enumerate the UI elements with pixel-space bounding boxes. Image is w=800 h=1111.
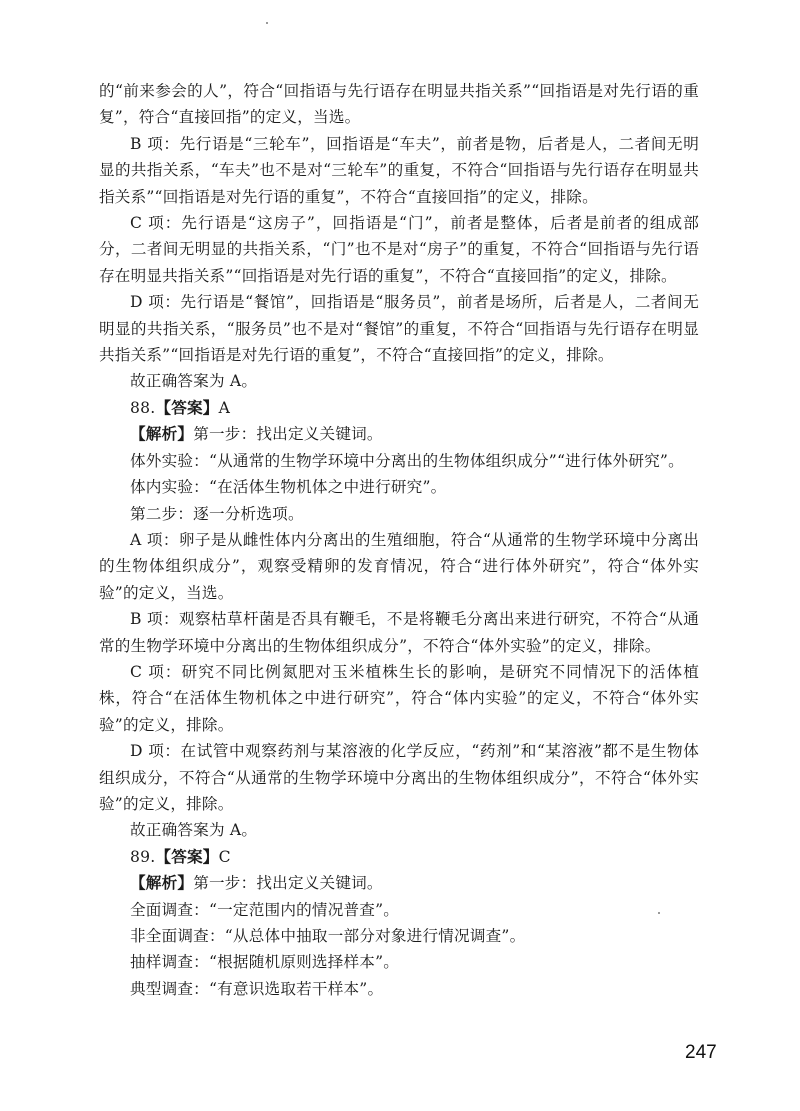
body-text <box>99 78 699 1002</box>
paragraph: 第二步：逐一分析选项。 <box>130 504 304 523</box>
page-number: 247 <box>685 1042 717 1063</box>
analysis-text: 第一步：找出定义关键词。 <box>193 425 383 444</box>
paragraph: 典型调查：“有意识选取若干样本”。 <box>130 979 384 998</box>
paragraph: B 项：观察枯草杆菌是否具有鞭毛，不是将鞭毛分离出来进行研究，不符合“从通常的生物学环境中分离出的生物体组织成分”，不符合“体外实验”的定义，排除。 <box>99 610 699 655</box>
question-number: 89. <box>130 847 156 866</box>
paragraph: C 项：先行语是“这房子”，回指语是“门”，前者是整体，后者是前者的组成部分，二者间无明显的共指关系，“门”也不是对“房子”的重复，不符合“回指语与先行语存在明显共指关系”“回指语是对先行语的重复”，不符合“直接回指”的定义，排除。 <box>99 214 699 285</box>
answer-line <box>99 844 699 870</box>
paragraph: 非全面调查：“从总体中抽取一部分对象进行情况调查”。 <box>130 927 526 945</box>
scan-speck <box>266 22 268 24</box>
paragraph: 抽样调查：“根据随机原则选择样本”。 <box>130 953 400 972</box>
paragraph: B 项：先行语是“三轮车”，回指语是“车夫”，前者是物，后者是人，二者间无明显的共指关系，“车夫”也不是对“三轮车”的重复，不符合“回指语与先行语存在明显共指关系”“回指语是对先行语的重复”，不符合“直接回指”的定义，排除。 <box>99 134 699 206</box>
paragraph: 故正确答案为 A。 <box>130 372 258 391</box>
paragraph: 体内实验：“在活体生物机体之中进行研究”。 <box>130 478 447 497</box>
paragraph: D 项：在试管中观察药剂与某溶液的化学反应，“药剂”和“某溶液”都不是生物体组织成分，不符合“从通常的生物学环境中分离出的生物体组织成分”，不符合“体外实验”的定义，排除。 <box>99 742 699 813</box>
paragraph: 故正确答案为 A。 <box>130 821 258 840</box>
analysis-tag: 【解析】 <box>130 424 194 444</box>
paragraph: C 项：研究不同比例氮肥对玉米植株生长的影响，是研究不同情况下的活体植株，符合“在活体生物机体之中进行研究”，符合“体内实验”的定义，不符合“体外实验”的定义，排除。 <box>99 662 699 734</box>
analysis-tag: 【解析】 <box>130 873 194 893</box>
paragraph: 体外实验：“从通常的生物学环境中分离出的生物体组织成分”“进行体外研究”。 <box>130 451 684 470</box>
question-number: 88. <box>130 398 156 417</box>
analysis-line <box>99 870 699 896</box>
analysis-text: 第一步：找出定义关键词。 <box>193 874 383 893</box>
answer-tag: 【答案】 <box>155 397 219 417</box>
paragraph: 全面调查：“一定范围内的情况普查”。 <box>130 900 400 919</box>
paragraph: 的“前来参会的人”，符合“回指语与先行语存在明显共指关系”“回指语是对先行语的重复”，符合“直接回指”的定义，当选。 <box>99 82 699 127</box>
paragraph: A 项：卵子是从雌性体内分离出的生殖细胞，符合“从通常的生物学环境中分离出的生物体组织成分”，观察受精卵的发育情况，符合“进行体外研究”，符合“体外实验”的定义，当选。 <box>99 530 699 602</box>
answer-value: C <box>218 847 231 866</box>
answer-line <box>99 395 699 421</box>
answer-value: A <box>218 398 231 417</box>
analysis-line <box>99 421 699 447</box>
answer-tag: 【答案】 <box>155 846 219 866</box>
paragraph: D 项：先行语是“餐馆”，回指语是“服务员”，前者是场所，后者是人，二者间无明显的共指关系，“服务员”也不是对“餐馆”的重复，不符合“回指语与先行语存在明显共指关系”“回指语是对先行语的重复”，不符合“直接回指”的定义，排除。 <box>99 293 699 365</box>
